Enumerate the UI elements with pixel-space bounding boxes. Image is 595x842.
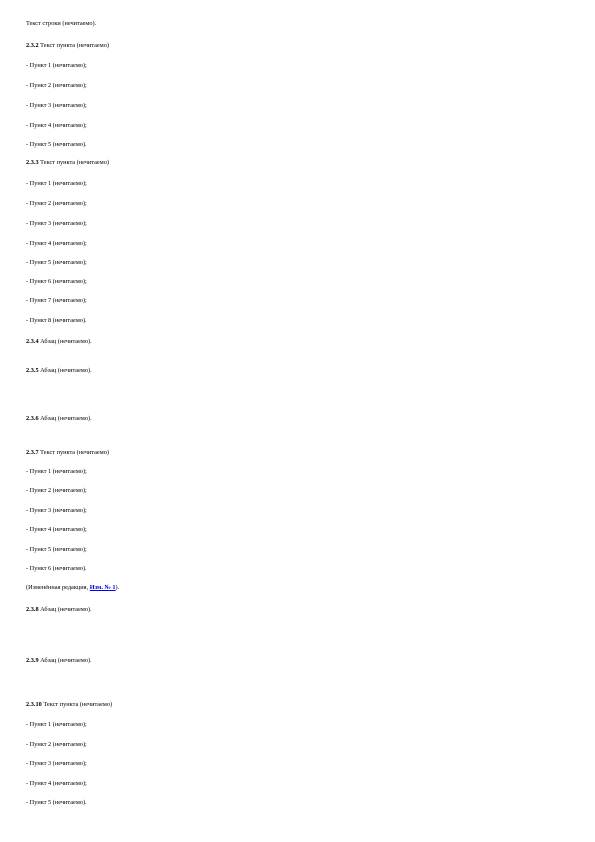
clause-number: 2.3.2 [26,42,39,49]
clause-number: 2.3.7 [26,449,39,456]
list-item: - Пункт 7 (нечитаемо); [26,297,87,304]
clause-number: 2.3.8 [26,606,39,613]
list-item: - Пункт 5 (нечитаемо). [26,799,87,806]
list-item: - Пункт 3 (нечитаемо); [26,760,87,767]
clause-number: 2.3.9 [26,657,39,664]
clause-text: Абзац (нечитаемо). [40,415,92,422]
clause-2-3-7 [26,448,569,459]
clause-text: Абзац (нечитаемо). [40,657,92,664]
clause-2-3-10 [26,700,569,711]
clause-2-3-5 [26,366,569,409]
list-item: - Пункт 1 (нечитаемо); [26,721,87,728]
clause-number: 2.3.4 [26,338,39,345]
clause-2-3-8 [26,605,569,638]
list-item: - Пункт 8 (нечитаемо). [26,317,87,324]
clause-number: 2.3.10 [26,701,42,708]
clause-2-3-3 [26,158,569,169]
clause-text: Текст пункта (нечитаемо) [40,449,109,456]
clause-2-3-9 [26,656,569,689]
amendment-suffix: ). [115,584,120,591]
list-item: - Пункт 2 (нечитаемо); [26,200,87,207]
clause-text: Абзац (нечитаемо). [40,367,92,374]
list-item: - Пункт 2 (нечитаемо); [26,487,87,494]
clause-2-3-2 [26,41,569,52]
list-item: - Пункт 5 (нечитаемо). [26,141,87,148]
list-item: - Пункт 4 (нечитаемо); [26,240,87,247]
list-item: - Пункт 5 (нечитаемо); [26,546,87,553]
list-item: - Пункт 6 (нечитаемо); [26,278,87,285]
amendment-prefix: (Изменённая редакция, [26,584,89,591]
amendment-link[interactable]: Изм. № 1 [89,584,116,591]
list-item: - Пункт 4 (нечитаемо); [26,780,87,787]
list-item: - Пункт 1 (нечитаемо); [26,468,87,475]
clause-number: 2.3.3 [26,159,39,166]
list-item: - Пункт 4 (нечитаемо); [26,526,87,533]
list-item: - Пункт 2 (нечитаемо); [26,82,87,89]
list-item: - Пункт 5 (нечитаемо); [26,259,87,266]
clause-text: Текст пункта (нечитаемо) [43,701,113,708]
clause-text: Текст пункта (нечитаемо) [40,42,109,49]
list-item: - Пункт 1 (нечитаемо); [26,62,87,69]
intro-line: Текст строки (нечитаемо). [26,20,97,27]
list-item: - Пункт 2 (нечитаемо); [26,741,87,748]
list-item: - Пункт 6 (нечитаемо). [26,565,87,572]
clause-2-3-4 [26,337,569,359]
clause-number: 2.3.6 [26,415,39,422]
list-item: - Пункт 3 (нечитаемо); [26,102,87,109]
list-item: - Пункт 3 (нечитаемо); [26,220,87,227]
clause-number: 2.3.5 [26,367,39,374]
list-item: - Пункт 4 (нечитаемо); [26,122,87,129]
list-item: - Пункт 1 (нечитаемо); [26,180,87,187]
list-item: - Пункт 3 (нечитаемо); [26,507,87,514]
clause-2-3-6 [26,414,569,436]
clause-text: Абзац (нечитаемо). [40,606,92,613]
amendment-note [26,583,569,594]
clause-text: Абзац (нечитаемо). [40,338,92,345]
clause-text: Текст пункта (нечитаемо) [40,159,109,166]
